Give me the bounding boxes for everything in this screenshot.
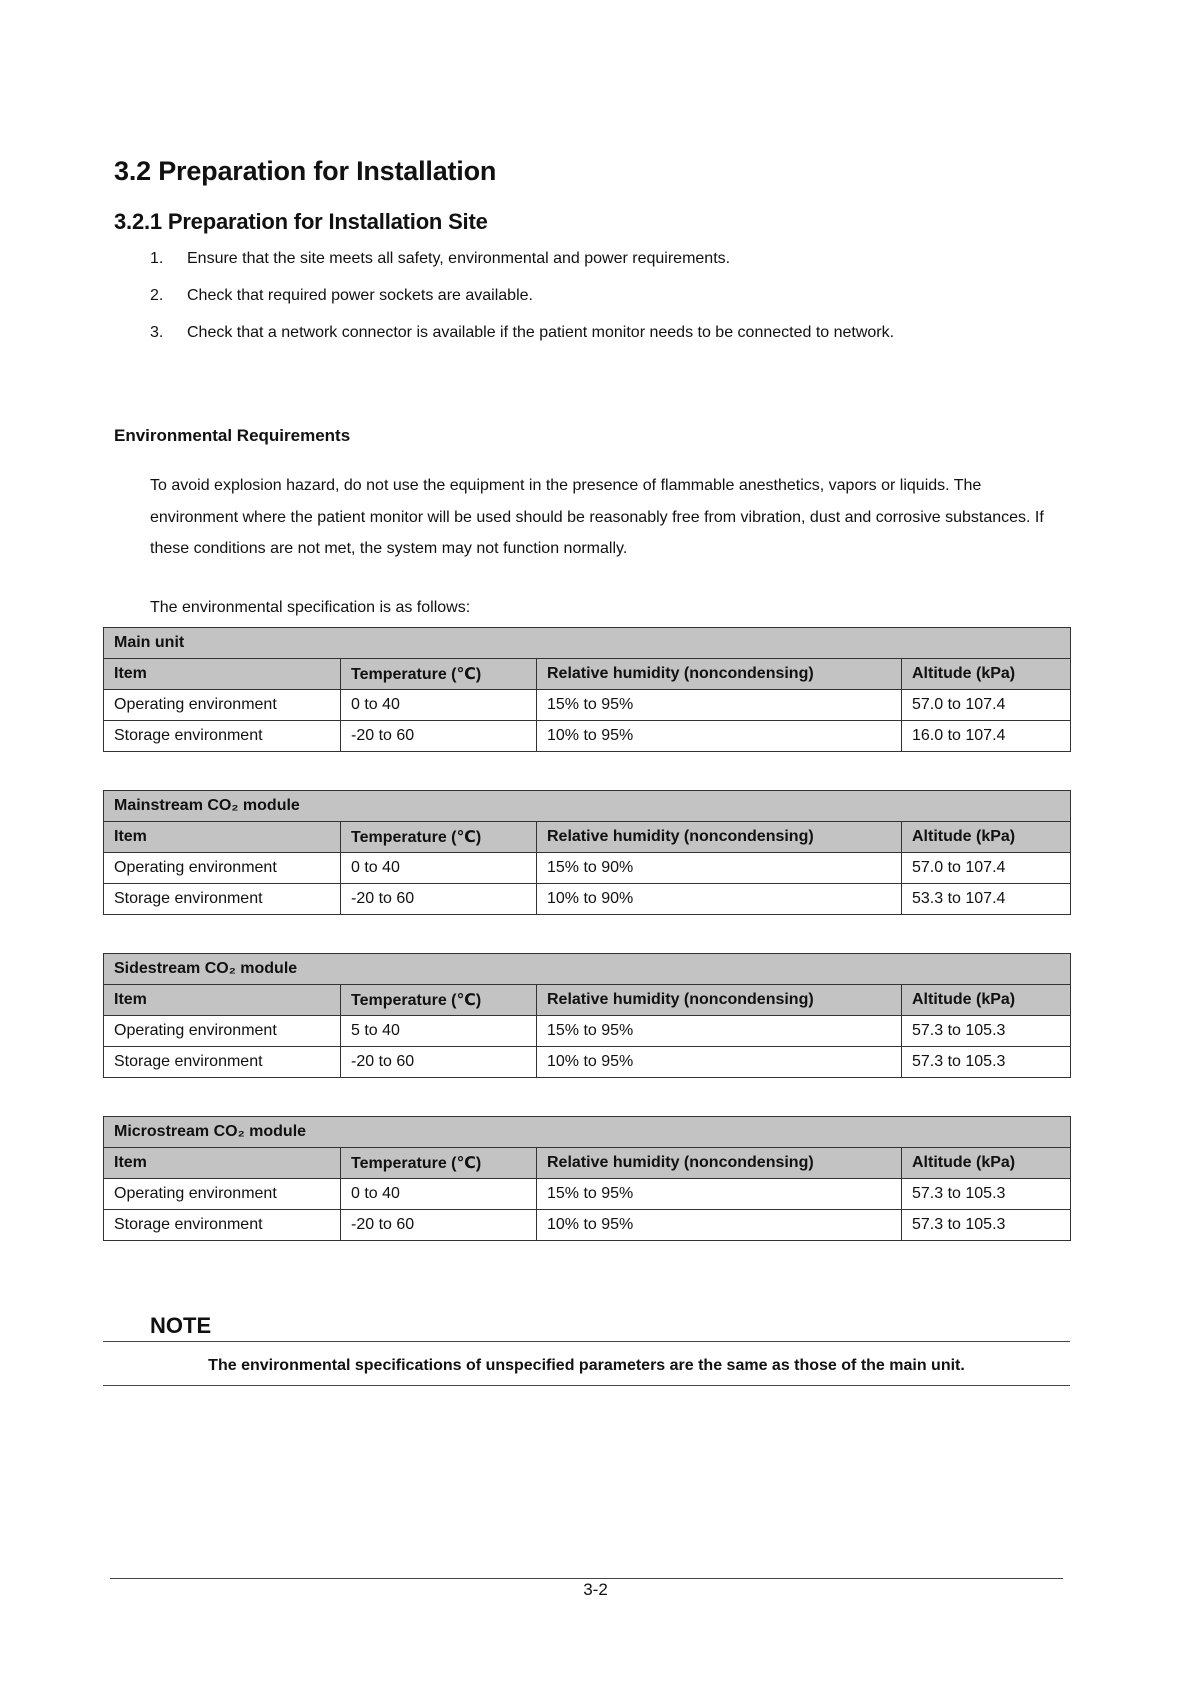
column-header-humidity: Relative humidity (noncondensing) [537,1148,902,1179]
column-header-humidity: Relative humidity (noncondensing) [537,659,902,690]
table-cell: 57.3 to 105.3 [902,1179,1071,1210]
table-cell: 10% to 95% [537,1210,902,1241]
table-cell: 57.3 to 105.3 [902,1047,1071,1078]
column-header-temperature: Temperature (℃) [341,822,537,853]
table-row [104,1047,1071,1078]
table-cell: Storage environment [104,721,341,752]
table-title: Mainstream CO₂ module [104,791,1071,822]
table-row [104,1179,1071,1210]
table-header-row [104,659,1071,690]
table-cell: 57.0 to 107.4 [902,690,1071,721]
table-title: Microstream CO₂ module [104,1117,1071,1148]
spec-intro: The environmental specification is as follows: [150,599,471,616]
page-number: 3-2 [583,1580,608,1599]
section-heading: 3.2 Preparation for Installation [114,156,497,186]
column-header-altitude: Altitude (kPa) [902,659,1071,690]
table-cell: -20 to 60 [341,884,537,915]
table-cell: -20 to 60 [341,721,537,752]
list-item-number: 1. [150,250,164,267]
table-cell: 0 to 40 [341,1179,537,1210]
list-item [150,324,894,361]
column-header-humidity: Relative humidity (noncondensing) [537,822,902,853]
environmental-paragraph: To avoid explosion hazard, do not use the equipment in the presence of flammable anesthetics, vapors or liquids. The environment where the patient monitor will be used should be reasonably free from vibration, dust and corrosive substances. If these conditions are not met, the system may not function normally. [150,477,1044,557]
microstream-co2-spec-table [103,1116,1071,1241]
table-cell: 5 to 40 [341,1016,537,1047]
table-cell: Storage environment [104,1210,341,1241]
column-header-temperature: Temperature (℃) [341,1148,537,1179]
subsection-heading: 3.2.1 Preparation for Installation Site [114,209,488,234]
column-header-item: Item [104,1148,341,1179]
list-item [150,250,894,287]
table-title: Main unit [104,628,1071,659]
column-header-altitude: Altitude (kPa) [902,822,1071,853]
table-row [104,1210,1071,1241]
list-item-text: Ensure that the site meets all safety, environmental and power requirements. [187,250,731,267]
column-header-altitude: Altitude (kPa) [902,985,1071,1016]
column-header-item: Item [104,659,341,690]
column-header-temperature: Temperature (℃) [341,659,537,690]
table-cell: 57.3 to 105.3 [902,1016,1071,1047]
list-item-number: 2. [150,287,164,304]
list-item-text: Check that required power sockets are available. [187,287,533,304]
list-item-text: Check that a network connector is available if the patient monitor needs to be connected to network. [187,324,895,341]
main-unit-spec-table [103,627,1071,752]
column-header-altitude: Altitude (kPa) [902,1148,1071,1179]
table-cell: 53.3 to 107.4 [902,884,1071,915]
environmental-requirements-heading: Environmental Requirements [114,426,351,445]
table-cell: 15% to 90% [537,853,902,884]
table-cell: Operating environment [104,853,341,884]
table-cell: 10% to 90% [537,884,902,915]
column-header-temperature: Temperature (℃) [341,985,537,1016]
table-cell: 15% to 95% [537,690,902,721]
table-row [104,884,1071,915]
table-row [104,1016,1071,1047]
table-cell: 57.3 to 105.3 [902,1210,1071,1241]
table-cell: 16.0 to 107.4 [902,721,1071,752]
table-cell: Operating environment [104,1016,341,1047]
table-cell: Operating environment [104,690,341,721]
installation-steps-list [150,250,894,361]
table-cell: -20 to 60 [341,1210,537,1241]
mainstream-co2-spec-table [103,790,1071,915]
list-item-number: 3. [150,324,164,341]
table-title: Sidestream CO₂ module [104,954,1071,985]
table-cell: 10% to 95% [537,721,902,752]
table-cell: 15% to 95% [537,1016,902,1047]
table-header-row [104,1148,1071,1179]
table-cell: 15% to 95% [537,1179,902,1210]
table-header-row [104,822,1071,853]
footer-rule [110,1578,1063,1579]
table-cell: 57.0 to 107.4 [902,853,1071,884]
table-row [104,853,1071,884]
list-item [150,287,894,324]
note-bottom-rule [103,1385,1070,1386]
column-header-item: Item [104,985,341,1016]
table-cell: Operating environment [104,1179,341,1210]
table-cell: 0 to 40 [341,853,537,884]
table-cell: 10% to 95% [537,1047,902,1078]
table-row [104,721,1071,752]
table-cell: -20 to 60 [341,1047,537,1078]
table-cell: 0 to 40 [341,690,537,721]
table-header-row [104,985,1071,1016]
column-header-humidity: Relative humidity (noncondensing) [537,985,902,1016]
note-top-rule [103,1341,1070,1342]
sidestream-co2-spec-table [103,953,1071,1078]
note-text: The environmental specifications of unspecified parameters are the same as those of the main unit. [208,1357,965,1374]
table-row [104,690,1071,721]
note-title: NOTE [150,1313,212,1338]
table-cell: Storage environment [104,884,341,915]
column-header-item: Item [104,822,341,853]
table-cell: Storage environment [104,1047,341,1078]
